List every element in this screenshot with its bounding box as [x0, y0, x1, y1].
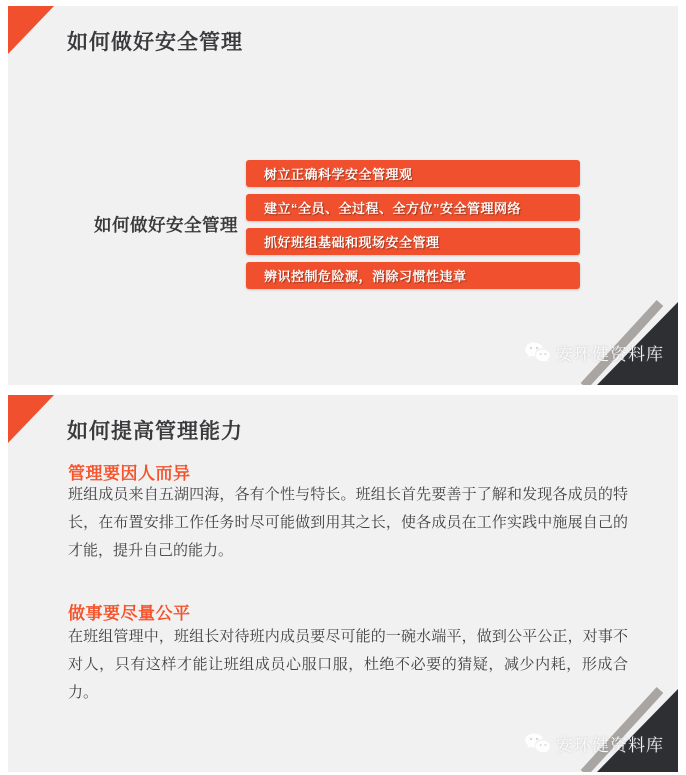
- safety-diagram-row: [94, 160, 580, 289]
- watermark-text: 安环健资料库: [556, 345, 664, 364]
- safety-point-bar-2: 建立“全员、全过程、全方位”安全管理网络: [246, 194, 580, 221]
- watermark: [524, 731, 664, 756]
- watermark-text: 安环健资料库: [556, 736, 664, 755]
- safety-point-stack: [246, 160, 580, 289]
- section-heading-2: 做事要尽量公平: [68, 604, 191, 623]
- slide-title: 如何做好安全管理: [67, 31, 243, 54]
- diagram-label: 如何做好安全管理: [94, 215, 238, 235]
- section-body-2: 在班组管理中，班组长对待班内成员要尽可能的一碗水端平，做到公平公正，对事不对人，只有这样才能让班组成员心服口服，杜绝不必要的猜疑，减少内耗，形成合力。: [68, 628, 628, 701]
- wechat-icon: [524, 732, 551, 755]
- corner-dark-triangle-icon: [528, 290, 678, 385]
- safety-point-bar-4: 辨识控制危险源，消除习惯性违章: [246, 262, 580, 289]
- corner-accent-triangle-icon: [8, 395, 54, 443]
- slide-title: 如何提高管理能力: [67, 420, 243, 443]
- section-heading-1: 管理要因人而异: [68, 464, 191, 483]
- watermark: [524, 340, 664, 365]
- corner-accent-triangle-icon: [8, 6, 54, 54]
- corner-dark-triangle-icon: [528, 677, 678, 772]
- section-body-1: 班组成员来自五湖四海，各有个性与特长。班组长首先要善于了解和发现各成员的特长，在布置安排工作任务时尽可能做到用其之长，使各成员在工作实践中施展自己的才能，提升自己的能力。: [68, 486, 628, 559]
- slide-safety-management: [8, 6, 678, 385]
- safety-point-bar-3: 抓好班组基础和现场安全管理: [246, 228, 580, 255]
- slide-management-ability: [8, 395, 678, 772]
- safety-point-bar-1: 树立正确科学安全管理观: [246, 160, 580, 187]
- wechat-icon: [524, 341, 551, 364]
